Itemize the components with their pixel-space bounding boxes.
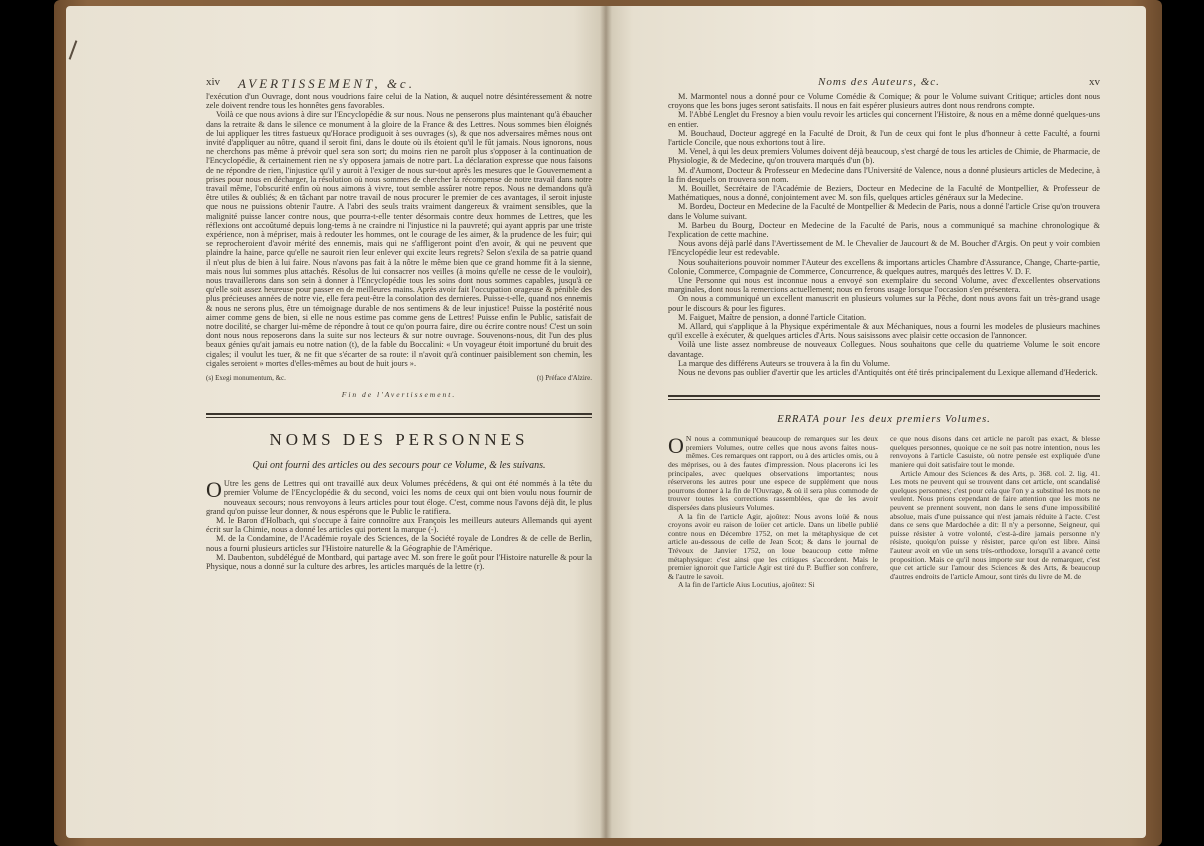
- noms-paragraph: Voilà une liste assez nombreuse de nouveaux Collegues. Nous souhaitons que celle du quatrieme Volume le soit encore davantage.: [668, 340, 1100, 359]
- footnotes: [206, 374, 592, 382]
- noms-paragraph: M. l'Abbé Lenglet du Fresnoy a bien voulu revoir les articles qui concernent l'Histoire, & nous en a même donné quelques-uns en entier.: [668, 110, 1100, 129]
- noms-paragraph: M. Allard, qui s'applique à la Physique expérimentale & aux Méchaniques, nous a fourni les modeles de plusieurs machines qu'il excelle à exécuter, & quelques articles d'Arts. Nous saisissons avec plaisir cette occasion de l'annoncer.: [668, 322, 1100, 341]
- running-title: AVERTISSEMENT, &c.: [238, 76, 415, 91]
- noms-paragraph: M. Daubenton, subdélégué de Montbard, qui partage avec M. son frere le goût pour l'Histoire naturelle & pour la Physique, nous a donné sur la culture des arbres, les articles marqués de la lettre (r).: [206, 552, 592, 571]
- footnote: (s) Exegi monumentum, &c.: [206, 374, 286, 383]
- errata-paragraph: Article Amour des Sciences & des Arts, p. 368. col. 2. lig. 41. Les mots ne peuvent qui se trouvent dans cet article, ont scandalisé quelques personnes; c'est pour cela que l'on y a substitué les mots ne veulent. Nous prions cependant de faire attention que les mots ne peuvent se prennent souvent, non dans le sens d'une impossibilité absolue, mais d'une puissance qui n'est jamais réduite à l'acte. C'est dans ce sens que Mardochée a dit: Il n'y a personne, Seigneur, qui puisse résister à votre volonté, c'est-à-dire jamais personne n'y résiste, quoiqu'on puisse y résister, parce qu'on est libre. Ainsi l'auteur avoit en vûe un sens très-orthodoxe, lorsqu'il a avancé cette proposition. Mais ce qu'il nous importe sur tout de remarquer, c'est que cet article sur l'amour des Sciences & des Arts, & beaucoup d'autres endroits de l'article Amour, sont tirés du livre de M. de: [890, 468, 1100, 581]
- drop-cap: O: [668, 433, 684, 459]
- errata-text: N nous a communiqué beaucoup de remarques sur les deux premiers Volumes, outre celles que nous avons faites nous-mêmes. Ces remarques ont rapport, ou à des articles omis, ou à des méprises, ou à des fautes d'impression. Nous placerons ici les principales, avec quelques observations importantes; nous réserverons les autres pour une espece de supplément que nous pourrons donner à la fin de l'Ouvrage, & où il sera plus commode de trouver toutes les corrections rassemblées, que de les avoir dispersées dans plusieurs Volumes.: [668, 434, 878, 513]
- page-number: xiv: [206, 76, 221, 88]
- avertissement-paragraph: l'exécution d'un Ouvrage, dont nous voudrions faire celui de la Nation, & auquel notre désintéressement & notre zele doivent rendre tous les honnêtes gens favorables.: [206, 92, 592, 111]
- noms-paragraph: Nous avons déjà parlé dans l'Avertissement de M. le Chevalier de Jaucourt & de M. Boucher d'Argis. On peut y voir combien l'Encyclopédie leur est redevable.: [668, 239, 1100, 258]
- noms-paragraph: M. Barbeu du Bourg, Docteur en Medecine de la Faculté de Paris, nous a communiqué sa machine chronologique & l'explication de cette machine.: [668, 220, 1100, 240]
- page-number: xv: [1089, 76, 1100, 88]
- errata-title: ERRATA pour les deux premiers Volumes.: [777, 414, 991, 426]
- end-marker: Fin de l'Avertissement.: [341, 390, 457, 400]
- noms-paragraph: Nous souhaiterions pouvoir nommer l'Auteur des excellens & importans articles Chambre d'Assurance, Change, Charte-partie, Colonie, Commerce, Compagnie de Commerce, Concurrence, & quelques autres, marqués des lettres V. D. F.: [668, 257, 1100, 276]
- noms-paragraph: M. Bouchaud, Docteur aggregé en la Faculté de Droit, & l'un de ceux qui font le plus d'honneur à cette Faculté, a fourni l'article Concile, que nous exhortons tout à lire.: [668, 128, 1100, 148]
- noms-paragraph: Nous ne devons pas oublier d'avertir que les articles d'Antiquités ont été tirés principalement du Lexique allemand d'Hederick.: [678, 368, 1098, 378]
- noms-paragraph: M. Faiguet, Maître de pension, a donné l'article Citation.: [678, 312, 867, 322]
- noms-paragraph: M. Bouillet, Secrétaire de l'Académie de Beziers, Docteur en Medecine de la Faculté de Montpellier, & Professeur de Mathématiques, nous a donné, conjointement avec M. son fils, quelques articles généraux sur la Medecine.: [668, 184, 1100, 203]
- drop-cap: O: [206, 477, 222, 503]
- section-subtitle: Qui ont fourni des articles ou des secours pour ce Volume, & les suivans.: [252, 460, 546, 472]
- noms-paragraph: On nous a communiqué un excellent manuscrit en plusieurs volumes sur la Pêche, dont nous avons fait un très-grand usage pour le discours & pour les figures.: [668, 294, 1100, 313]
- section-rule: [668, 395, 1100, 400]
- running-title: Noms des Auteurs, &c.: [818, 76, 940, 88]
- noms-paragraph: M. Bordeu, Docteur en Medecine de la Faculté de Montpellier & Medecin de Paris, nous a donné l'article Crise qu'on trouvera dans le Volume suivant.: [668, 202, 1100, 221]
- errata-column-right: [890, 435, 1100, 590]
- errata-columns: [668, 435, 1100, 590]
- right-text-column: [668, 6, 1100, 590]
- left-page: [66, 6, 606, 838]
- avertissement-paragraph: Voilà ce que nous avions à dire sur l'Encyclopédie & sur nous. Nous ne penserons plus maintenant qu'à ébaucher dans la retraite & dans le silence ce monument à la gloire de la France & des Lettres. Nous sommes bien éloignés de lui appliquer les titres fastueux qu'Horace prodiguoit à ses ouvrages (s), & que nos adversaires mêmes nous ont invité d'appliquer au nôtre, quand il seroit fini, dans le doute où ils étoient qu'il le fût jamais. Nous ignorons, nous ne cherchons pas même à prévoir quel sera son sort; du moins rien ne paroît plus s'opposer à la continuation de l'Encyclopédie, & certainement rien ne s'y opposera jamais de notre part. La déclaration expresse que nous faisons de ne répondre de rien, l'injustice qu'il y auroit à l'exiger de nous sur-tout après les mesures que le Gouvernement a prises pour nous en décharger, la résolution où nous sommes de chercher la récompense de notre travail dans notre travail même, l'obscurité enfin où nous aimons à vivre, tout semble assûrer notre repos. Nous ne demandons qu'à être utiles & oubliés; & en tâchant par notre travail de nous procurer le premier de ces avantages, il seroit injuste que nous ne puissions obtenir l'autre. A l'abri des seuls traits vraiment dangereux & vraiment sensibles, que la malignité puisse lancer contre nous, que pourra-t-elle tenter désormais contre deux hommes de Lettres, que les réflexions ont accoûtumé depuis long-tems à ne craindre ni l'injustice ni la pauvreté; qui ayant appris par une triste expérience, non à mépriser, mais à redouter les hommes, ont le courage de les aimer, & la prudence de les fuir; qui se reprocheroient d'avoir mérité des ennemis, mais qui ne s'affligeront point d'en avoir, & qui ne peuvent que plaindre la haine, parce qu'elle ne sauroit rien leur enlever qui excite leurs regrets? Selon s'exila de sa patrie quand il n'eut plus de bien à lui faire. Nous n'avons pas fait à la nôtre le même bien que ce grand homme fit à la sienne, mais nous lui sommes plus attachés. Résolus de lui consacrer nos veilles (à moins qu'elle ne cesse de le vouloir), nous travaillerons dans son sein à donner à l'Encyclopédie tous les soins dont nous sommes capables, jusqu'à ce qu'elle soit assez heureuse pour passer en de meilleures mains. Après avoir fait l'occupation orageuse & pénible des plus précieuses années de notre vie, elle fera peut-être la consolation des dernieres. Puisse-t-elle, quand nos ennemis & nous ne serons plus, être un témoignage durable de nos sentimens & de leur injustice! Puisse la postérité nous aimer comme gens de bien, si elle ne nous estime pas comme gens de Lettres! Puisse enfin le Public, satisfait de notre docilité, se charger lui-même de répondre à tout ce qu'on pourra faire, dire ou écrire contre nous! C'est un soin dont nous nous reposerons dans la suite sur nos lecteurs & sur notre ouvrage. Souvenons-nous, dit l'un des plus beaux génies qu'ait jamais eu notre nation (t), de la fable du Boccalini: « Un voyageur étoit importuné du bruit des cigales; il voulut les tuer, & ne fit que s'écarter de sa route: il n'avoit qu'à continuer paisiblement son chemin, les cigales seroient » mortes d'elles-mêmes au bout de huit jours ».: [206, 110, 592, 368]
- noms-paragraph: La marque des différens Auteurs se trouvera à la fin du Volume.: [678, 358, 890, 368]
- left-text-column: [206, 6, 592, 571]
- noms-paragraph: M. Marmontel nous a donné pour ce Volume Comédie & Comique; & pour le Volume suivant Critique; articles dont nous croyons que les bons juges seront satisfaits. Il nous en fait espérer plusieurs autres dont nous rendrons compte.: [668, 92, 1100, 111]
- errata-paragraph: A la fin de l'article Aius Locutius, ajoûtez: Si: [678, 580, 815, 590]
- noms-paragraph: [206, 479, 592, 516]
- errata-column-left: [668, 435, 878, 590]
- errata-paragraph: A la fin de l'article Agir, ajoûtez: Nous avons loüé & nous croyons avoir eu raison de loüer cet article. Dans un libelle publié contre nous en Décembre 1752, on met la métaphysique de cet article au-dessous de celle de Jean Scot; & dans le journal de Trévoux de Janvier 1752, on loue beaucoup cette même métaphysique: c'est ainsi que les critiques s'accordent. Mais le premier ignoroit que l'article Agir est tiré du P. Buffier son confrere, & l'autre le savoit.: [668, 511, 878, 581]
- noms-paragraph: M. Venel, à qui les deux premiers Volumes doivent déjà beaucoup, s'est chargé de tous les articles de Chimie, de Pharmacie, de Physiologie, & de Medecine, qu'on trouvera marqués d'un (b).: [668, 147, 1100, 166]
- right-page: [606, 6, 1146, 838]
- noms-paragraph: M. d'Aumont, Docteur & Professeur en Medecine dans l'Université de Valence, nous a donné plusieurs articles de Medecine, à la fin desquels on trouvera son nom.: [668, 165, 1100, 184]
- errata-paragraph: ce que nous disons dans cet article ne paroît pas exact, & blesse quelques personnes, quoique ce ne soit pas notre intention, nous les renvoyons à l'article Casuiste, où notre pensée est expliquée d'une maniere qui doit satisfaire tout le monde.: [890, 434, 1100, 470]
- book-gutter: [600, 6, 612, 838]
- footnote: (t) Préface d'Alzire.: [536, 374, 592, 383]
- noms-paragraph: M. le Baron d'Holbach, qui s'occupe à faire connoître aux François les meilleurs auteurs Allemands qui ayent écrit sur la Chimie, nous a donné les articles qui portent la marque (-).: [206, 515, 592, 535]
- section-rule: [206, 413, 592, 418]
- noms-paragraph: Une Personne qui nous est inconnue nous a envoyé son exemplaire du second Volume, avec d'excellentes observations marginales, dont nous la remercions actuellement; nous en ferons usage lorsque l'occasion s'en présentera.: [668, 276, 1100, 295]
- errata-paragraph: [668, 435, 878, 512]
- running-head: [206, 76, 592, 92]
- section-title: NOMS DES PERSONNES: [269, 430, 529, 450]
- noms-text: Utre les gens de Lettres qui ont travaillé aux deux Volumes précédens, & qui ont été nommés à la tête du premier Volume de l'Encyclopédie & du second, voici les noms de ceux qui ont bien voulu nous fournir de nouveaux secours; nous renvoyons à leurs articles pour tout éloge. C'est, comme nous l'avons déjà dit, le plus grand qu'on puisse leur donner, & nous espérons que le Public le ratifiera.: [206, 479, 592, 516]
- running-head: [668, 76, 1100, 92]
- noms-paragraph: M. de la Condamine, de l'Académie royale des Sciences, de la Société royale de Londres & de celle de Berlin, nous a fourni plusieurs articles sur l'Histoire naturelle & la Géographie de l'Amérique.: [206, 534, 592, 553]
